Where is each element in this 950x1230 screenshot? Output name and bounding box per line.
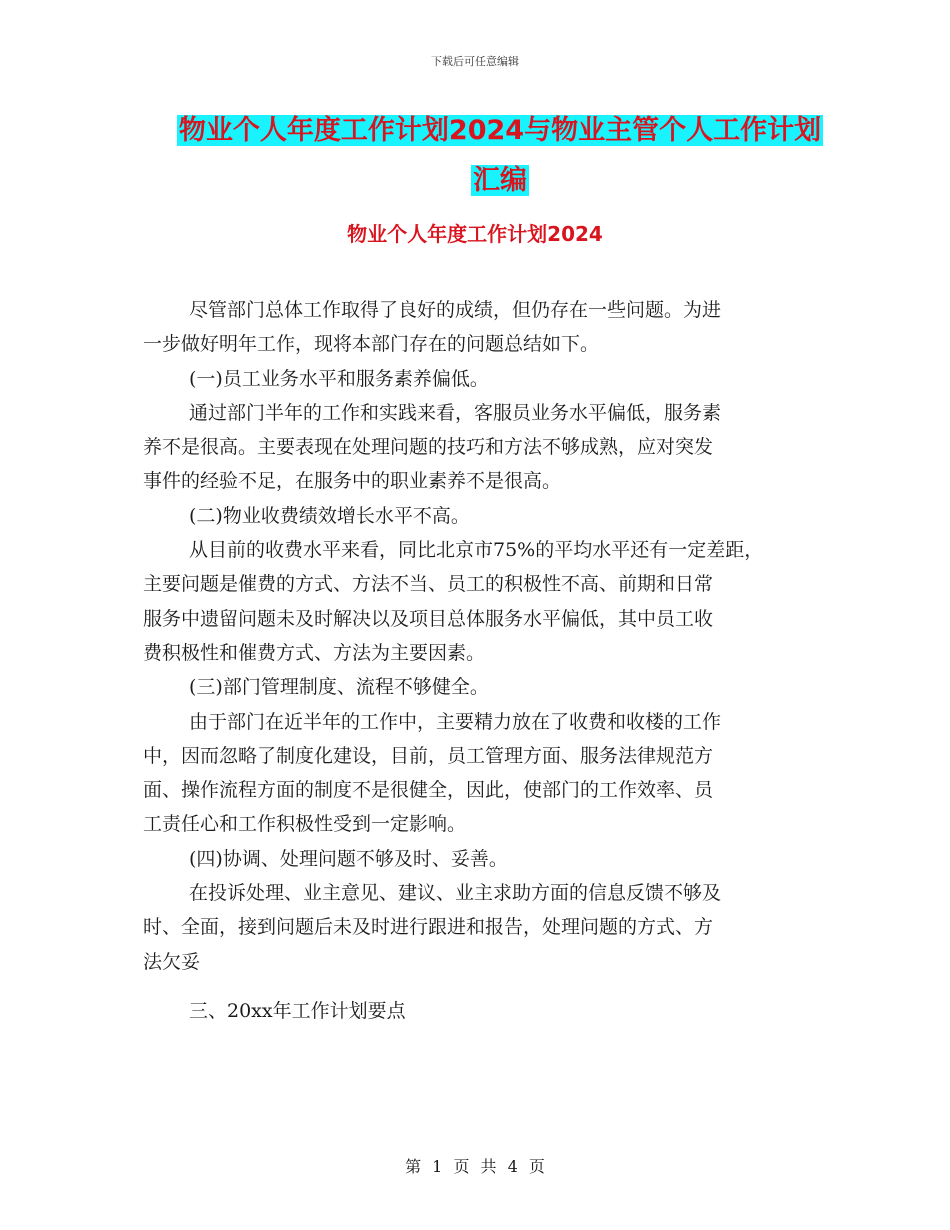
text-line: 时、全面，接到问题后未及时进行跟进和报告，处理问题的方式、方 bbox=[143, 916, 714, 939]
text-line: 主要问题是催费的方式、方法不当、员工的积极性不高、前期和日常 bbox=[143, 573, 714, 596]
text-line: 工责任心和工作积极性受到一定影响。 bbox=[143, 813, 467, 836]
document-body bbox=[143, 293, 803, 1028]
title-line-1: 物业个人年度工作计划2024与物业主管个人工作计划 bbox=[178, 115, 822, 146]
paragraph-management bbox=[143, 705, 803, 842]
text-line: 通过部门半年的工作和实践来看，客服员业务水平偏低，服务素 bbox=[189, 401, 722, 424]
text-line: 面、操作流程方面的制度不是很健全，因此，使部门的工作效率、员 bbox=[143, 779, 714, 802]
text-line: 费积极性和催费方式、方法为主要因素。 bbox=[143, 641, 486, 664]
text-line: 养不是很高。主要表现在处理问题的技巧和方法不够成熟，应对突发 bbox=[143, 436, 714, 459]
header-note: 下载后可任意编辑 bbox=[431, 55, 519, 68]
paragraph-fees bbox=[143, 533, 803, 670]
page-footer: 第 1 页 共 4 页 bbox=[405, 1157, 545, 1176]
text-line: 一步做好明年工作，现将本部门存在的问题总结如下。 bbox=[143, 333, 600, 356]
heading-4: (四)协调、处理问题不够及时、妥善。 bbox=[189, 847, 508, 870]
heading-2: (二)物业收费绩效增长水平不高。 bbox=[189, 504, 470, 527]
text-line: 从目前的收费水平来看，同比北京市75%的平均水平还有一定差距， bbox=[189, 539, 764, 562]
text-line: 尽管部门总体工作取得了良好的成绩，但仍存在一些问题。为进 bbox=[189, 299, 722, 321]
text-line: 法欠妥 bbox=[143, 950, 201, 973]
text-line: 事件的经验不足，在服务中的职业素养不是很高。 bbox=[143, 470, 562, 493]
document-title bbox=[120, 106, 880, 206]
text-line: 服务中遗留问题未及时解决以及项目总体服务水平偏低，其中员工收 bbox=[143, 607, 714, 630]
section-title: 物业个人年度工作计划2024 bbox=[347, 222, 603, 246]
text-line: 中，因而忽略了制度化建设，目前，员工管理方面、服务法律规范方 bbox=[143, 744, 714, 767]
heading-3: (三)部门管理制度、流程不够健全。 bbox=[189, 676, 489, 699]
title-line-2: 汇编 bbox=[473, 165, 527, 196]
text-line: 由于部门在近半年的工作中，主要精力放在了收费和收楼的工作 bbox=[189, 710, 722, 733]
text-line: 在投诉处理、业主意见、建议、业主求助方面的信息反馈不够及 bbox=[189, 882, 722, 905]
heading-5: 三、20xx年工作计划要点 bbox=[189, 999, 406, 1022]
heading-1: (一)员工业务水平和服务素养偏低。 bbox=[189, 367, 489, 390]
paragraph-intro bbox=[143, 293, 803, 362]
paragraph-coordination bbox=[143, 876, 803, 979]
paragraph-staff bbox=[143, 396, 803, 499]
